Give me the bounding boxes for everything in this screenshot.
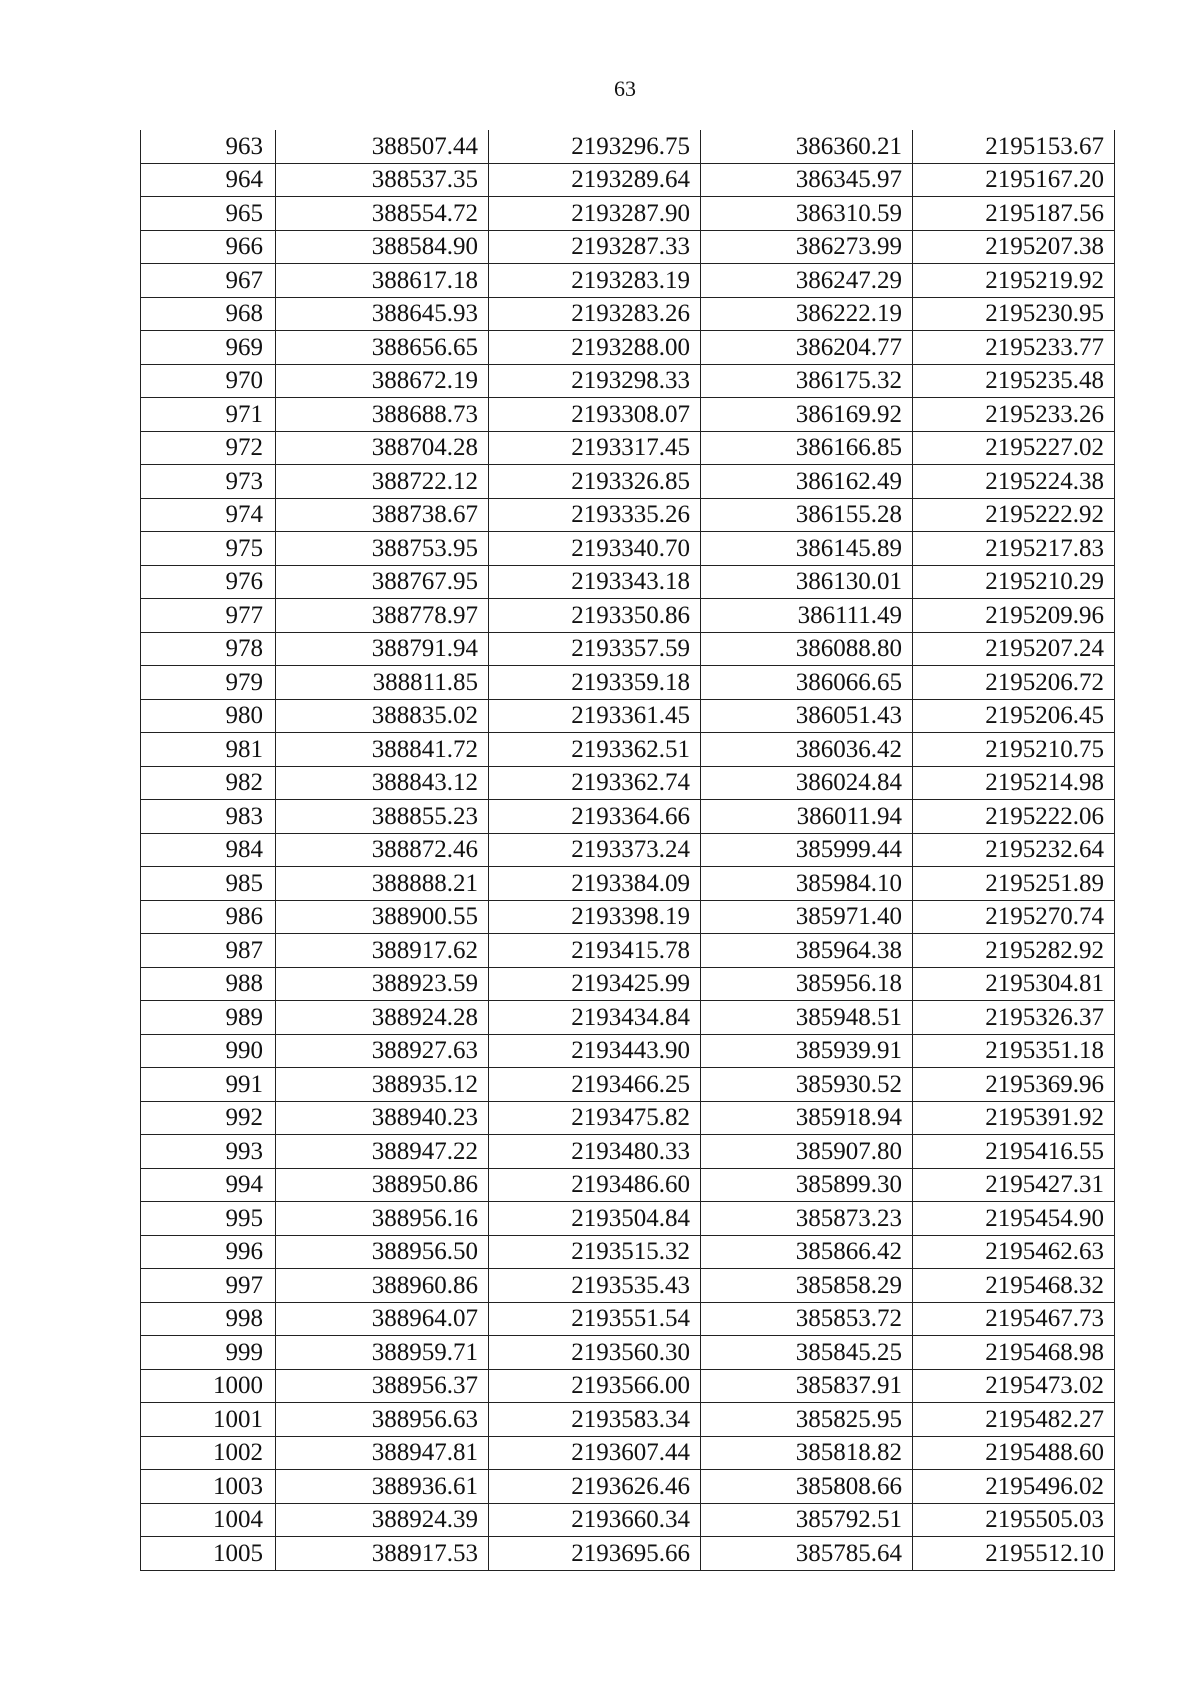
table-row (141, 1034, 1115, 1068)
coordinate-cell: 386051.43 (701, 699, 913, 733)
coordinate-cell: 2195416.55 (913, 1135, 1115, 1169)
coordinate-cell: 2195496.02 (913, 1470, 1115, 1504)
coordinate-cell: 2195251.89 (913, 867, 1115, 901)
point-number-cell: 964 (141, 163, 276, 197)
coordinate-cell: 388956.50 (276, 1235, 489, 1269)
coordinate-cell: 2193486.60 (489, 1168, 701, 1202)
coordinate-cell: 385918.94 (701, 1101, 913, 1135)
point-number-cell: 969 (141, 331, 276, 365)
table-row (141, 1135, 1115, 1169)
coordinate-cell: 388507.44 (276, 130, 489, 163)
point-number-cell: 966 (141, 230, 276, 264)
coordinate-cell: 2193350.86 (489, 599, 701, 633)
coordinate-cell: 385907.80 (701, 1135, 913, 1169)
coordinate-cell: 2193425.99 (489, 967, 701, 1001)
coordinate-cell: 2193504.84 (489, 1202, 701, 1236)
coordinate-cell: 388841.72 (276, 733, 489, 767)
coordinate-cell: 388656.65 (276, 331, 489, 365)
point-number-cell: 990 (141, 1034, 276, 1068)
coordinate-cell: 2193384.09 (489, 867, 701, 901)
coordinate-cell: 2195270.74 (913, 900, 1115, 934)
coordinate-cell: 388791.94 (276, 632, 489, 666)
coordinate-cell: 2195230.95 (913, 297, 1115, 331)
coordinate-cell: 2193296.75 (489, 130, 701, 163)
table-row (141, 900, 1115, 934)
coordinate-cell: 2195467.73 (913, 1302, 1115, 1336)
coordinate-cell: 386024.84 (701, 766, 913, 800)
coordinate-cell: 388584.90 (276, 230, 489, 264)
table-row (141, 498, 1115, 532)
coordinate-cell: 2193326.85 (489, 465, 701, 499)
table-row (141, 1336, 1115, 1370)
coordinate-cell: 388927.63 (276, 1034, 489, 1068)
table-row (141, 967, 1115, 1001)
coordinate-cell: 2195304.81 (913, 967, 1115, 1001)
table-row (141, 800, 1115, 834)
coordinate-cell: 2195369.96 (913, 1068, 1115, 1102)
coordinate-cell: 386360.21 (701, 130, 913, 163)
coordinate-cell: 385873.23 (701, 1202, 913, 1236)
point-number-cell: 991 (141, 1068, 276, 1102)
point-number-cell: 998 (141, 1302, 276, 1336)
point-number-cell: 979 (141, 666, 276, 700)
table-row (141, 230, 1115, 264)
coordinate-cell: 388917.62 (276, 934, 489, 968)
coordinate-cell: 388767.95 (276, 565, 489, 599)
coordinate-cell: 388947.81 (276, 1436, 489, 1470)
coordinate-cell: 386166.85 (701, 431, 913, 465)
coordinate-cell: 388855.23 (276, 800, 489, 834)
coordinate-cell: 2193398.19 (489, 900, 701, 934)
coordinate-cell: 2195224.38 (913, 465, 1115, 499)
point-number-cell: 980 (141, 699, 276, 733)
coordinate-cell: 386247.29 (701, 264, 913, 298)
coordinate-cell: 386273.99 (701, 230, 913, 264)
coordinate-cell: 386204.77 (701, 331, 913, 365)
table-row (141, 1537, 1115, 1571)
coordinate-cell: 2193480.33 (489, 1135, 701, 1169)
table-row (141, 197, 1115, 231)
coordinate-cell: 388950.86 (276, 1168, 489, 1202)
coordinate-cell: 386145.89 (701, 532, 913, 566)
coordinate-cell: 388753.95 (276, 532, 489, 566)
coordinate-cell: 388811.85 (276, 666, 489, 700)
coordinate-cell: 388964.07 (276, 1302, 489, 1336)
coordinate-cell: 2193364.66 (489, 800, 701, 834)
table-row (141, 331, 1115, 365)
coordinate-cell: 385984.10 (701, 867, 913, 901)
coordinate-cell: 2193357.59 (489, 632, 701, 666)
coordinate-cell: 2195187.56 (913, 197, 1115, 231)
point-number-cell: 978 (141, 632, 276, 666)
point-number-cell: 989 (141, 1001, 276, 1035)
coordinate-cell: 2195227.02 (913, 431, 1115, 465)
coordinate-cell: 2195209.96 (913, 599, 1115, 633)
coordinate-cell: 386088.80 (701, 632, 913, 666)
point-number-cell: 984 (141, 833, 276, 867)
point-number-cell: 985 (141, 867, 276, 901)
table-row (141, 1403, 1115, 1437)
coordinate-cell: 388959.71 (276, 1336, 489, 1370)
table-row (141, 1001, 1115, 1035)
coordinate-cell: 2195505.03 (913, 1503, 1115, 1537)
point-number-cell: 977 (141, 599, 276, 633)
coordinate-cell: 385939.91 (701, 1034, 913, 1068)
point-number-cell: 1002 (141, 1436, 276, 1470)
coordinate-cell: 388923.59 (276, 967, 489, 1001)
coordinate-cell: 2195207.38 (913, 230, 1115, 264)
coordinate-cell: 2195468.32 (913, 1269, 1115, 1303)
coordinate-cell: 388960.86 (276, 1269, 489, 1303)
coordinate-cell: 388924.28 (276, 1001, 489, 1035)
table-row (141, 733, 1115, 767)
coordinate-cell: 2195153.67 (913, 130, 1115, 163)
coordinate-cell: 388956.16 (276, 1202, 489, 1236)
coordinate-cell: 2193466.25 (489, 1068, 701, 1102)
coordinate-cell: 2195427.31 (913, 1168, 1115, 1202)
coordinate-cell: 2195222.06 (913, 800, 1115, 834)
coordinate-cell: 2195235.48 (913, 364, 1115, 398)
point-number-cell: 992 (141, 1101, 276, 1135)
coordinate-cell: 386169.92 (701, 398, 913, 432)
coordinate-cell: 2195233.26 (913, 398, 1115, 432)
coordinate-cell: 2195488.60 (913, 1436, 1115, 1470)
point-number-cell: 972 (141, 431, 276, 465)
point-number-cell: 1000 (141, 1369, 276, 1403)
coordinate-cell: 388554.72 (276, 197, 489, 231)
coordinate-cell: 388936.61 (276, 1470, 489, 1504)
coordinate-cell: 385866.42 (701, 1235, 913, 1269)
coordinate-cell: 385956.18 (701, 967, 913, 1001)
coordinate-cell: 2193583.34 (489, 1403, 701, 1437)
coordinate-cell: 2193362.74 (489, 766, 701, 800)
table-row (141, 264, 1115, 298)
coordinate-cell: 2195207.24 (913, 632, 1115, 666)
coordinate-cell: 2195222.92 (913, 498, 1115, 532)
coordinate-cell: 2195219.92 (913, 264, 1115, 298)
coordinate-cell: 388778.97 (276, 599, 489, 633)
point-number-cell: 996 (141, 1235, 276, 1269)
coordinate-cell: 2195214.98 (913, 766, 1115, 800)
coordinate-table-body (141, 130, 1115, 1570)
coordinate-cell: 385964.38 (701, 934, 913, 968)
table-row (141, 1068, 1115, 1102)
coordinate-cell: 388722.12 (276, 465, 489, 499)
coordinate-cell: 2193551.54 (489, 1302, 701, 1336)
table-row (141, 599, 1115, 633)
coordinate-cell: 385858.29 (701, 1269, 913, 1303)
coordinate-cell: 2193695.66 (489, 1537, 701, 1571)
coordinate-cell: 2195233.77 (913, 331, 1115, 365)
coordinate-cell: 386130.01 (701, 565, 913, 599)
point-number-cell: 981 (141, 733, 276, 767)
table-row (141, 934, 1115, 968)
coordinate-cell: 2195351.18 (913, 1034, 1115, 1068)
point-number-cell: 976 (141, 565, 276, 599)
point-number-cell: 986 (141, 900, 276, 934)
table-row (141, 398, 1115, 432)
table-row (141, 364, 1115, 398)
coordinate-cell: 2193340.70 (489, 532, 701, 566)
coordinate-cell: 385899.30 (701, 1168, 913, 1202)
table-row (141, 532, 1115, 566)
coordinate-cell: 2193317.45 (489, 431, 701, 465)
table-row (141, 1369, 1115, 1403)
coordinate-cell: 2193515.32 (489, 1235, 701, 1269)
coordinate-cell: 388888.21 (276, 867, 489, 901)
point-number-cell: 971 (141, 398, 276, 432)
coordinate-cell: 386345.97 (701, 163, 913, 197)
coordinate-cell: 2193283.19 (489, 264, 701, 298)
table-row (141, 431, 1115, 465)
coordinate-cell: 388872.46 (276, 833, 489, 867)
point-number-cell: 988 (141, 967, 276, 1001)
point-number-cell: 975 (141, 532, 276, 566)
coordinate-cell: 2195232.64 (913, 833, 1115, 867)
coordinate-cell: 386011.94 (701, 800, 913, 834)
coordinate-cell: 388947.22 (276, 1135, 489, 1169)
point-number-cell: 997 (141, 1269, 276, 1303)
coordinate-cell: 386066.65 (701, 666, 913, 700)
point-number-cell: 973 (141, 465, 276, 499)
coordinate-cell: 2193361.45 (489, 699, 701, 733)
coordinate-table (140, 130, 1115, 1571)
coordinate-cell: 2195468.98 (913, 1336, 1115, 1370)
coordinate-cell: 2193535.43 (489, 1269, 701, 1303)
table-row (141, 699, 1115, 733)
point-number-cell: 994 (141, 1168, 276, 1202)
table-row (141, 666, 1115, 700)
point-number-cell: 963 (141, 130, 276, 163)
coordinate-cell: 386111.49 (701, 599, 913, 633)
point-number-cell: 1003 (141, 1470, 276, 1504)
table-row (141, 766, 1115, 800)
coordinate-cell: 385971.40 (701, 900, 913, 934)
coordinate-cell: 2193287.90 (489, 197, 701, 231)
point-number-cell: 1004 (141, 1503, 276, 1537)
coordinate-cell: 388704.28 (276, 431, 489, 465)
coordinate-cell: 386222.19 (701, 297, 913, 331)
coordinate-cell: 2195482.27 (913, 1403, 1115, 1437)
coordinate-cell: 386036.42 (701, 733, 913, 767)
table-row (141, 1269, 1115, 1303)
coordinate-cell: 2193289.64 (489, 163, 701, 197)
point-number-cell: 974 (141, 498, 276, 532)
coordinate-cell: 2193607.44 (489, 1436, 701, 1470)
coordinate-cell: 2193283.26 (489, 297, 701, 331)
coordinate-cell: 385845.25 (701, 1336, 913, 1370)
point-number-cell: 983 (141, 800, 276, 834)
table-row (141, 1235, 1115, 1269)
coordinate-cell: 386162.49 (701, 465, 913, 499)
coordinate-cell: 2195473.02 (913, 1369, 1115, 1403)
coordinate-cell: 2193434.84 (489, 1001, 701, 1035)
page-number: 63 (614, 76, 636, 101)
coordinate-cell: 2193359.18 (489, 666, 701, 700)
point-number-cell: 1005 (141, 1537, 276, 1571)
coordinate-cell: 2193298.33 (489, 364, 701, 398)
coordinate-cell: 388924.39 (276, 1503, 489, 1537)
coordinate-cell: 2193288.00 (489, 331, 701, 365)
coordinate-cell: 385930.52 (701, 1068, 913, 1102)
coordinate-cell: 385948.51 (701, 1001, 913, 1035)
coordinate-cell: 385999.44 (701, 833, 913, 867)
coordinate-cell: 385837.91 (701, 1369, 913, 1403)
point-number-cell: 999 (141, 1336, 276, 1370)
coordinate-cell: 2193475.82 (489, 1101, 701, 1135)
coordinate-cell: 388956.37 (276, 1369, 489, 1403)
coordinate-cell: 2193287.33 (489, 230, 701, 264)
table-row (141, 867, 1115, 901)
coordinate-cell: 388843.12 (276, 766, 489, 800)
coordinate-cell: 2195462.63 (913, 1235, 1115, 1269)
coordinate-cell: 2193308.07 (489, 398, 701, 432)
coordinate-cell: 2193362.51 (489, 733, 701, 767)
point-number-cell: 982 (141, 766, 276, 800)
table-row (141, 297, 1115, 331)
coordinate-cell: 385792.51 (701, 1503, 913, 1537)
coordinate-cell: 2193373.24 (489, 833, 701, 867)
coordinate-cell: 385808.66 (701, 1470, 913, 1504)
point-number-cell: 967 (141, 264, 276, 298)
coordinate-cell: 2193443.90 (489, 1034, 701, 1068)
coordinate-cell: 2195217.83 (913, 532, 1115, 566)
coordinate-cell: 385825.95 (701, 1403, 913, 1437)
coordinate-cell: 388835.02 (276, 699, 489, 733)
table-row (141, 1436, 1115, 1470)
coordinate-cell: 388940.23 (276, 1101, 489, 1135)
coordinate-cell: 385853.72 (701, 1302, 913, 1336)
point-number-cell: 968 (141, 297, 276, 331)
coordinate-cell: 2193343.18 (489, 565, 701, 599)
table-row (141, 1202, 1115, 1236)
coordinate-cell: 385785.64 (701, 1537, 913, 1571)
point-number-cell: 995 (141, 1202, 276, 1236)
coordinate-cell: 388645.93 (276, 297, 489, 331)
coordinate-cell: 2195326.37 (913, 1001, 1115, 1035)
table-row (141, 632, 1115, 666)
coordinate-cell: 2195454.90 (913, 1202, 1115, 1236)
table-row (141, 1470, 1115, 1504)
coordinate-cell: 388738.67 (276, 498, 489, 532)
coordinate-cell: 388935.12 (276, 1068, 489, 1102)
coordinate-cell: 2195167.20 (913, 163, 1115, 197)
coordinate-cell: 388688.73 (276, 398, 489, 432)
table-row (141, 1168, 1115, 1202)
coordinate-cell: 2195512.10 (913, 1537, 1115, 1571)
table-row (141, 465, 1115, 499)
point-number-cell: 970 (141, 364, 276, 398)
coordinate-cell: 2195210.29 (913, 565, 1115, 599)
table-row (141, 1503, 1115, 1537)
coordinate-cell: 388617.18 (276, 264, 489, 298)
coordinate-cell: 2193566.00 (489, 1369, 701, 1403)
coordinate-cell: 386175.32 (701, 364, 913, 398)
coordinate-cell: 2195206.45 (913, 699, 1115, 733)
coordinate-cell: 2193560.30 (489, 1336, 701, 1370)
coordinate-cell: 385818.82 (701, 1436, 913, 1470)
point-number-cell: 987 (141, 934, 276, 968)
table-row (141, 833, 1115, 867)
table-row (141, 565, 1115, 599)
table-row (141, 1302, 1115, 1336)
coordinate-cell: 388917.53 (276, 1537, 489, 1571)
table-row (141, 163, 1115, 197)
coordinate-cell: 386310.59 (701, 197, 913, 231)
coordinate-cell: 388900.55 (276, 900, 489, 934)
coordinate-cell: 2193335.26 (489, 498, 701, 532)
coordinate-cell: 2193626.46 (489, 1470, 701, 1504)
coordinate-cell: 2193660.34 (489, 1503, 701, 1537)
coordinate-cell: 2195391.92 (913, 1101, 1115, 1135)
coordinate-cell: 2195282.92 (913, 934, 1115, 968)
coordinate-cell: 388672.19 (276, 364, 489, 398)
coordinate-cell: 2193415.78 (489, 934, 701, 968)
coordinate-cell: 388537.35 (276, 163, 489, 197)
coordinate-cell: 388956.63 (276, 1403, 489, 1437)
coordinate-cell: 386155.28 (701, 498, 913, 532)
table-row (141, 1101, 1115, 1135)
table-row (141, 130, 1115, 163)
coordinate-cell: 2195206.72 (913, 666, 1115, 700)
point-number-cell: 993 (141, 1135, 276, 1169)
coordinate-cell: 2195210.75 (913, 733, 1115, 767)
point-number-cell: 965 (141, 197, 276, 231)
point-number-cell: 1001 (141, 1403, 276, 1437)
